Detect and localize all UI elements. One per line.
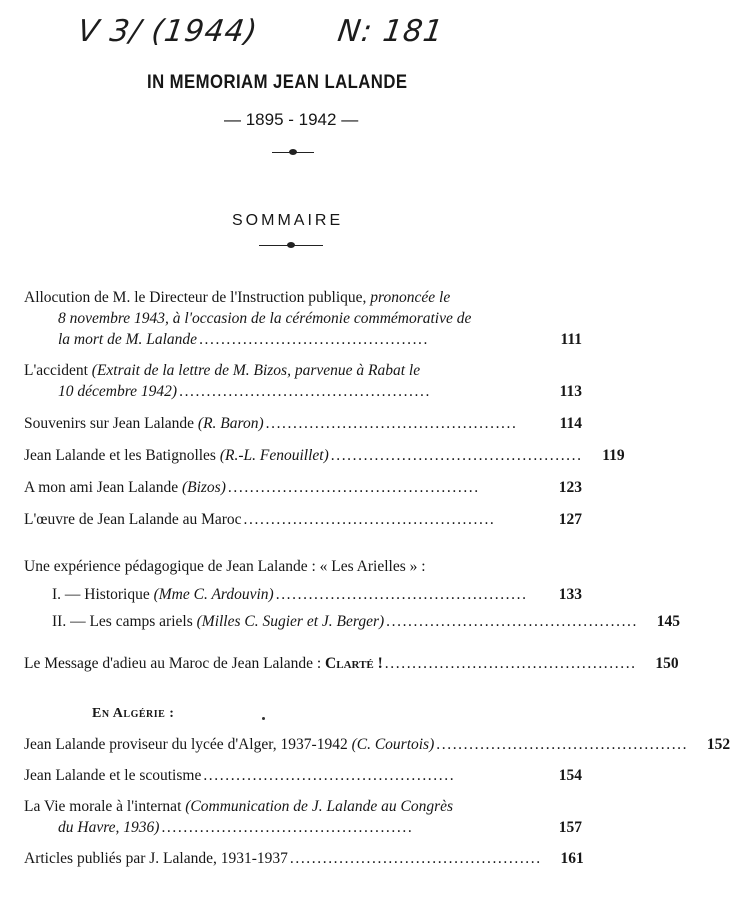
page-number: 127 xyxy=(558,511,582,528)
toc-entry-6: L'œuvre de Jean Lalande au Maroc .............................................. 127 xyxy=(24,511,582,528)
page-number: 111 xyxy=(560,331,582,348)
toc-entry-1: la mort de M. Lalande .......................................... 111 xyxy=(58,331,582,348)
ink-speck xyxy=(262,717,265,720)
sommaire-heading: SOMMAIRE xyxy=(232,212,344,229)
page-number: 123 xyxy=(558,479,582,496)
toc-entry-message: Le Message d'adieu au Maroc de Jean Lalande : Clarté ! .............................................. 150 xyxy=(24,655,679,672)
handwritten-number: N: 181 xyxy=(335,14,446,49)
toc-entry-vie-morale: du Havre, 1936) .............................................. 157 xyxy=(58,819,582,836)
toc-entry-proviseur: Jean Lalande proviseur du lycée d'Alger, 1937-1942 (C. Courtois) .............................................. 152 xyxy=(24,736,730,753)
toc-entry-1-line-2: 8 novembre 1943, à l'occasion de la cérémonie commémorative de xyxy=(58,310,472,327)
years: — 1895 - 1942 — xyxy=(224,110,359,129)
toc-entry-3: Souvenirs sur Jean Lalande (R. Baron) .............................................. 114 xyxy=(24,415,582,432)
page-number: 114 xyxy=(559,415,582,432)
page-number: 113 xyxy=(559,383,582,400)
toc-entry-2-line-1: L'accident (Extrait de la lettre de M. Bizos, parvenue à Rabat le xyxy=(24,362,421,379)
toc-entry-vie-morale-line-1: La Vie morale à l'internat (Communication de J. Lalande au Congrès xyxy=(24,798,454,815)
toc-entry-scoutisme: Jean Lalande et le scoutisme .............................................. 154 xyxy=(24,767,582,784)
page-number: 150 xyxy=(655,655,679,672)
toc-entry-historique: I. — Historique (Mme C. Ardouvin) .............................................. 133 xyxy=(52,586,582,603)
page-number: 145 xyxy=(656,613,681,630)
toc-group-arielles: Une expérience pédagogique de Jean Lalande : « Les Arielles » : xyxy=(24,558,426,575)
section-algerie: En Algérie : xyxy=(92,706,175,721)
toc-entry-4: Jean Lalande et les Batignolles (R.-L. Fenouillet) .............................................. 119 xyxy=(24,447,625,464)
page-number: 161 xyxy=(560,850,584,867)
page-number: 133 xyxy=(558,586,582,603)
page-number: 154 xyxy=(558,767,582,784)
page-number: 152 xyxy=(706,736,730,753)
ornament-divider-2 xyxy=(259,240,323,252)
toc-entry-5: A mon ami Jean Lalande (Bizos) .............................................. 123 xyxy=(24,479,582,496)
toc-entry-articles: Articles publiés par J. Lalande, 1931-1937 .............................................. 161 xyxy=(24,850,584,867)
page-number: 119 xyxy=(602,447,625,464)
toc-entry-camps-ariels: II. — Les camps ariels (Milles C. Sugier et J. Berger) .............................................. 145 xyxy=(52,613,681,630)
toc-entry-1-line-1: Allocution de M. le Directeur de l'Instruction publique, prononcée le xyxy=(24,289,451,306)
page-number: 157 xyxy=(558,819,582,836)
handwritten-reference: V 3/ (1944) xyxy=(75,14,261,49)
ornament-divider xyxy=(272,147,314,159)
page-title: IN MEMORIAM JEAN LALANDE xyxy=(147,72,408,93)
toc-entry-2: 10 décembre 1942) .............................................. 113 xyxy=(58,383,582,400)
